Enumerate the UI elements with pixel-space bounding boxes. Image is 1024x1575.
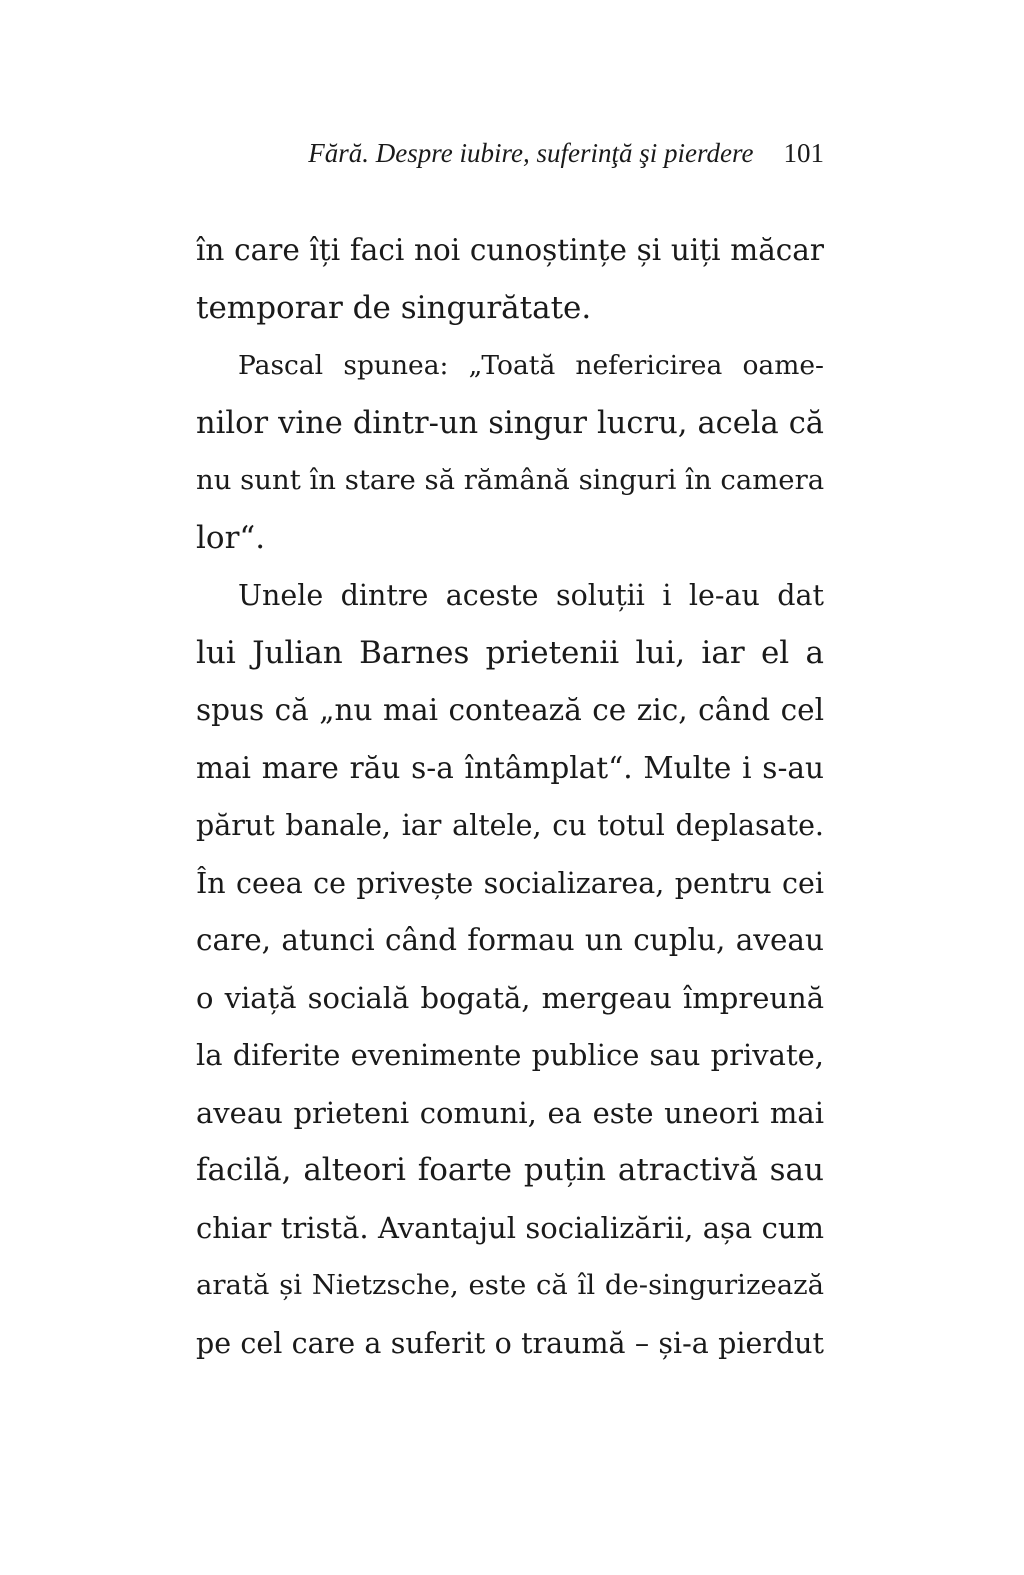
- text-line: Unele dintre aceste soluții i le-au dat: [238, 579, 824, 612]
- page-number: 101: [783, 138, 824, 168]
- text-line: mai mare rău s-a întâmplat“. Multe i s-au: [196, 750, 824, 785]
- text-line: lui Julian Barnes prietenii lui, iar el a: [196, 634, 824, 671]
- text-line: care, atunci când formau un cuplu, aveau: [196, 923, 824, 957]
- text-line: o viață socială bogată, mergeau împreună: [196, 980, 824, 1015]
- text-line: pe cel care a suferit o traumă – și-a pierdut: [196, 1326, 824, 1360]
- running-title: Fără. Despre iubire, suferinţă şi pierdere: [308, 138, 754, 168]
- text-line: în care îți faci noi cunoștințe și uiți măcar: [196, 233, 824, 267]
- text-line: facilă, alteori foarte puțin atractivă sau: [196, 1152, 824, 1188]
- text-line: la diferite evenimente publice sau private,: [196, 1038, 824, 1072]
- text-line: arată și Nietzsche, este că îl de-singurizează: [196, 1269, 824, 1301]
- text-line: nilor vine dintr-un singur lucru, acela că: [196, 405, 824, 441]
- running-head: [196, 138, 824, 182]
- text-line: părut banale, iar altele, cu totul deplasate.: [196, 809, 824, 842]
- text-line: lor“.: [196, 519, 266, 556]
- text-line: Pascal spunea: „Toată nefericirea oame-: [238, 350, 824, 381]
- text-line: spus că „nu mai contează ce zic, când cel: [196, 693, 824, 727]
- body-text: [196, 222, 824, 1372]
- text-line: temporar de singurătate.: [196, 289, 592, 326]
- text-line: nu sunt în stare să rămână singuri în camera: [196, 464, 825, 496]
- text-line: chiar tristă. Avantajul socializării, așa cum: [196, 1210, 824, 1245]
- text-line: aveau prieteni comuni, ea este uneori mai: [196, 1095, 824, 1130]
- text-line: În ceea ce privește socializarea, pentru cei: [196, 866, 824, 900]
